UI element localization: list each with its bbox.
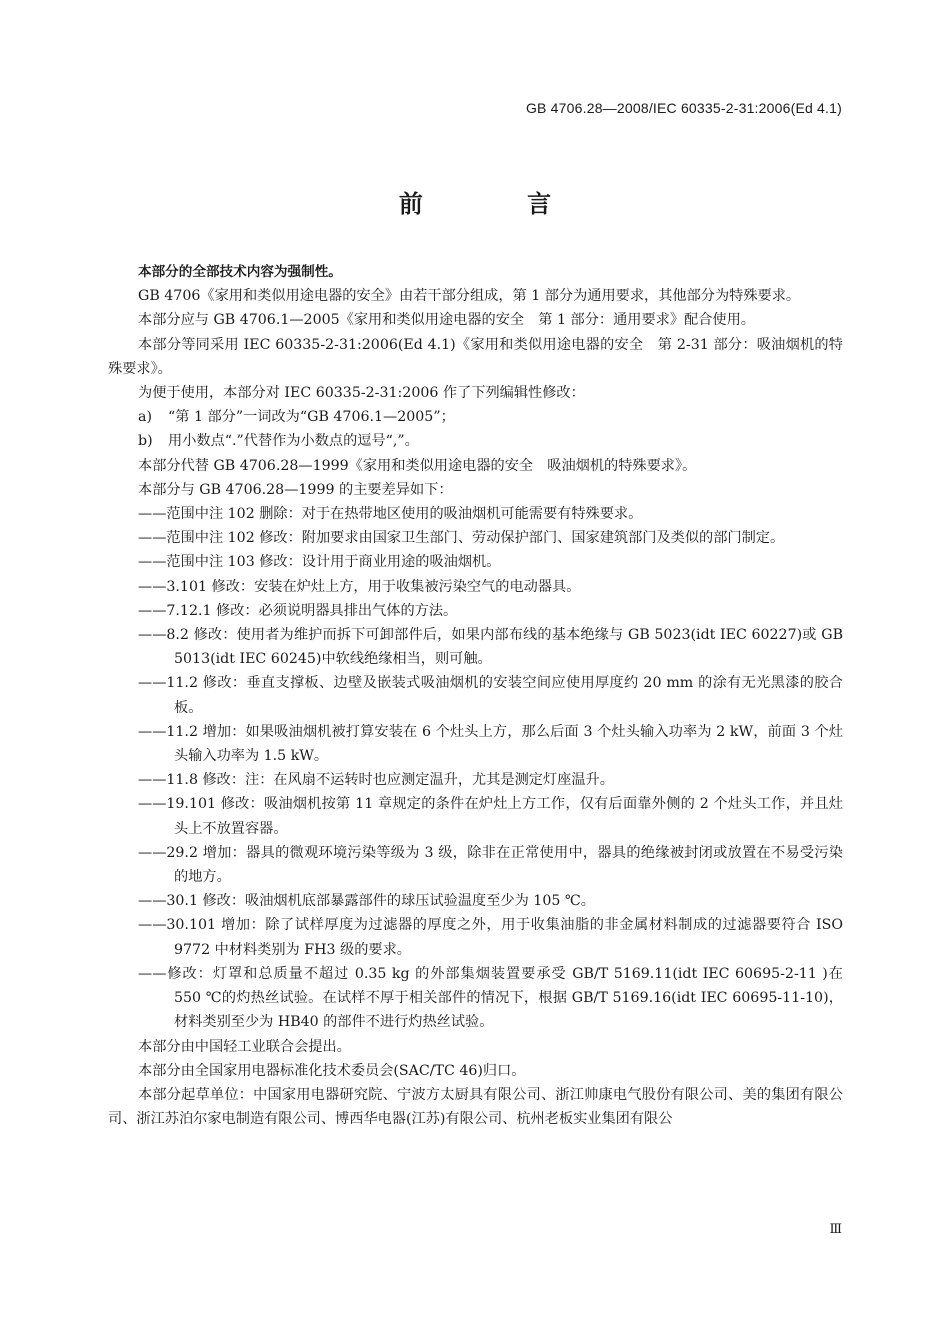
list-item-text: “第 1 部分”一词改为“GB 4706.1—2005”； — [168, 409, 455, 426]
page-title: 前 言 — [398, 190, 600, 218]
difference-item: ——范围中注 102 删除：对于在热带地区使用的吸油烟机可能需要有特殊要求。 — [138, 506, 643, 523]
difference-item: ——11.2 修改：垂直支撑板、边壁及嵌装式吸油烟机的安装空间应使用厚度约 20 mm 的涂有无光黑漆的胶合板。 — [138, 675, 843, 716]
difference-item: ——3.101 修改：安装在炉灶上方，用于收集被污染空气的电动器具。 — [138, 578, 581, 595]
list-item — [108, 429, 843, 453]
standard-code-header: GB 4706.28—2008/IEC 60335-2-31:2006(Ed 4.1) — [525, 100, 842, 116]
list-item — [108, 405, 843, 429]
paragraph: 本部分等同采用 IEC 60335-2-31:2006(Ed 4.1)《家用和类似用途电器的安全 第 2-31 部分：吸油烟机的特殊要求》。 — [108, 336, 843, 377]
list-item-label: b) — [138, 433, 153, 450]
difference-item: ——19.101 修改：吸油烟机按第 11 章规定的条件在炉灶上方工作，仅有后面靠外侧的 2 个灶头工作，并且灶头上不放置容器。 — [138, 796, 843, 837]
paragraph: 本部分应与 GB 4706.1—2005《家用和类似用途电器的安全 第 1 部分：通用要求》配合使用。 — [138, 312, 755, 329]
list-item-label: a) — [138, 409, 152, 426]
difference-item: ——11.2 增加：如果吸油烟机被打算安装在 6 个灶头上方，那么后面 3 个灶头输入功率为 2 kW，前面 3 个灶头输入功率为 1.5 kW。 — [138, 723, 843, 765]
paragraph: 为便于使用，本部分对 IEC 60335-2-31:2006 作了下列编辑性修改： — [138, 385, 585, 402]
mandatory-statement: 本部分的全部技术内容为强制性。 — [138, 264, 342, 280]
paragraph: 本部分与 GB 4706.28—1999 的主要差异如下： — [138, 481, 453, 498]
page-number: Ⅲ — [829, 1222, 842, 1237]
difference-item: ——范围中注 103 修改：设计用于商业用途的吸油烟机。 — [138, 554, 501, 571]
difference-item: ——30.101 增加：除了试样厚度为过滤器的厚度之外，用于收集油脂的非金属材料制成的过滤器要符合 ISO 9772 中材料类别为 FH3 级的要求。 — [138, 917, 843, 958]
list-item-text: 用小数点“.”代替作为小数点的逗号“,”。 — [168, 433, 419, 450]
document-body — [108, 260, 843, 1131]
paragraph: GB 4706《家用和类似用途电器的安全》由若干部分组成，第 1 部分为通用要求，其他部分为特殊要求。 — [138, 288, 801, 305]
paragraph: 本部分由中国轻工业联合会提出。 — [138, 1038, 351, 1055]
difference-item: ——范围中注 102 修改：附加要求由国家卫生部门、劳动保护部门、国家建筑部门及类似的部门制定。 — [138, 530, 785, 547]
difference-item: ——修改：灯罩和总质量不超过 0.35 kg 的外部集烟装置要承受 GB/T 5169.11(idt IEC 60695-2-11 )在 550 ℃的灼热丝试验。在试样不厚于相关部件的情况下，根据 GB/T 5169.16(idt IEC 60695-11-10)，材料类别至少为 HB40 的部件不进行灼热丝试验。 — [138, 965, 843, 1031]
drafting-units-paragraph: 本部分起草单位：中国家用电器研究院、宁波方太厨具有限公司、浙江帅康电气股份有限公司、美的集团有限公司、浙江苏泊尔家电制造有限公司、博西华电器(江苏)有限公司、杭州老板实业集团有限公 — [108, 1086, 843, 1128]
difference-item: ——11.8 修改：注：在风扇不运转时也应测定温升，尤其是测定灯座温升。 — [138, 772, 614, 789]
paragraph: 本部分代替 GB 4706.28—1999《家用和类似用途电器的安全 吸油烟机的特殊要求》。 — [138, 457, 697, 474]
difference-item: ——7.12.1 修改：必须说明器具排出气体的方法。 — [138, 602, 458, 619]
difference-item: ——30.1 修改：吸油烟机底部暴露部件的球压试验温度至少为 105 ℃。 — [138, 893, 595, 910]
difference-item: ——8.2 修改：使用者为维护而拆下可卸部件后，如果内部布线的基本绝缘与 GB 5023(idt IEC 60227)或 GB 5013(idt IEC 60245)中软线绝缘相当，则可触。 — [138, 627, 843, 668]
difference-item: ——29.2 增加：器具的微观环境污染等级为 3 级，除非在正常使用中，器具的绝缘被封闭或放置在不易受污染的地方。 — [138, 844, 843, 886]
paragraph: 本部分由全国家用电器标准化技术委员会(SAC/TC 46)归口。 — [138, 1062, 526, 1079]
